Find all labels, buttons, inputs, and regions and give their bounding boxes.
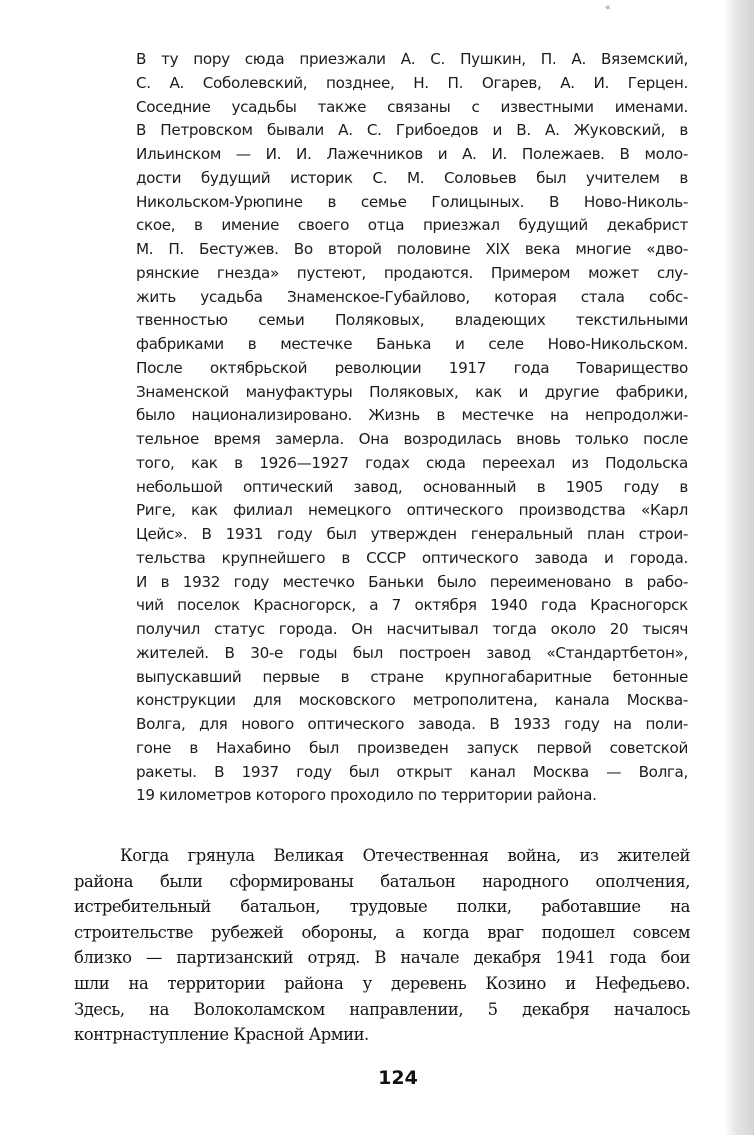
text-line: жить усадьба Знаменское-Губайлово, которая стала собс- <box>136 287 688 306</box>
main-paragraph <box>74 843 690 1048</box>
text-line: дости будущий историк С. М. Соловьев был учителем в <box>136 168 688 187</box>
page-number: 124 <box>378 1067 418 1089</box>
text-line: ское, в имение своего отца приезжал будущий декабрист <box>136 216 688 235</box>
text-line: шли на территории района у деревень Козино и Нефедьево. <box>74 973 690 993</box>
text-line: Знаменской мануфактуры Поляковых, как и другие фабрики, <box>136 382 688 401</box>
text-line: Когда грянула Великая Отечественная война, из жителей <box>120 846 690 865</box>
text-line: 19 километров которого проходило по территории района. <box>136 786 597 805</box>
text-line: Соседние усадьбы также связаны с известными именами. <box>136 97 688 116</box>
text-line: того, как в 1926—1927 годах сюда переехал из Подольска <box>136 453 688 472</box>
text-line: И в 1932 году местечко Баньки было переименовано в рабо- <box>136 572 688 591</box>
text-line: Волга, для нового оптического завода. В 1933 году на поли- <box>136 715 688 733</box>
text-line: Никольском-Урюпине в семье Голицыных. В Ново-Николь- <box>136 192 688 211</box>
text-line: истребительный батальон, трудовые полки, работавшие на <box>74 897 690 917</box>
text-line: М. П. Бестужев. Во второй половине XIX века многие «дво- <box>136 240 688 258</box>
text-line: Ильинском — И. И. Лажечников и А. И. Полежаев. В моло- <box>136 145 688 163</box>
text-line: тельное время замерла. Она возродилась вновь только после <box>136 430 688 448</box>
text-line: гоне в Нахабино был произведен запуск первой советской <box>136 738 688 757</box>
text-line: жителей. В 30-е годы был построен завод «Стандартбетон», <box>136 643 688 662</box>
text-line: тельства крупнейшего в СССР оптического завода и города. <box>136 548 688 567</box>
text-line: было национализировано. Жизнь в местечке на непродолжи- <box>136 406 688 425</box>
text-line: После октябрьской революции 1917 года Товарищество <box>136 358 688 377</box>
text-line: рянские гнезда» пустеют, продаются. Примером может слу- <box>136 263 688 282</box>
text-line: контрнаступление Красной Армии. <box>74 1025 369 1045</box>
text-line: близко — партизанский отряд. В начале декабря 1941 года бои <box>74 948 690 968</box>
text-line: В ту пору сюда приезжали А. С. Пушкин, П. А. Вяземский, <box>136 50 688 68</box>
text-line: строительстве рубежей обороны, а когда враг подошел совсем <box>74 922 690 942</box>
text-line: чий поселок Красногорск, а 7 октября 1940 года Красногорск <box>136 596 688 615</box>
text-line: С. А. Соболевский, позднее, Н. П. Огарев, А. И. Герцен. <box>136 73 688 92</box>
text-line: ракеты. В 1937 году был открыт канал Москва — Волга, <box>136 762 688 781</box>
text-line: фабриками в местечке Банька и селе Ново-Никольском. <box>136 335 688 353</box>
text-line: получил статус города. Он насчитывал тогда около 20 тысяч <box>136 620 688 638</box>
text-line: небольшой оптический завод, основанный в 1905 году в <box>136 477 688 496</box>
text-line: конструкции для московского метрополитена, канала Москва- <box>136 691 688 710</box>
text-line: района были сформированы батальон народного ополчения, <box>74 871 690 891</box>
text-line: Риге, как филиал немецкого оптического производства «Карл <box>136 501 688 520</box>
page-binding-shadow <box>724 0 754 1135</box>
indented-text-block <box>136 48 688 808</box>
text-line: Цейс». В 1931 году был утвержден генеральный план строи- <box>136 525 688 543</box>
text-line: Здесь, на Волоколамском направлении, 5 декабря началось <box>74 999 690 1019</box>
text-line: В Петровском бывали А. С. Грибоедов и В. А. Жуковский, в <box>136 121 688 140</box>
scan-mark: « <box>605 3 611 13</box>
text-line: выпускавший первые в стране крупногабаритные бетонные <box>136 667 688 686</box>
text-line: твенностью семьи Поляковых, владеющих текстильными <box>136 311 688 330</box>
